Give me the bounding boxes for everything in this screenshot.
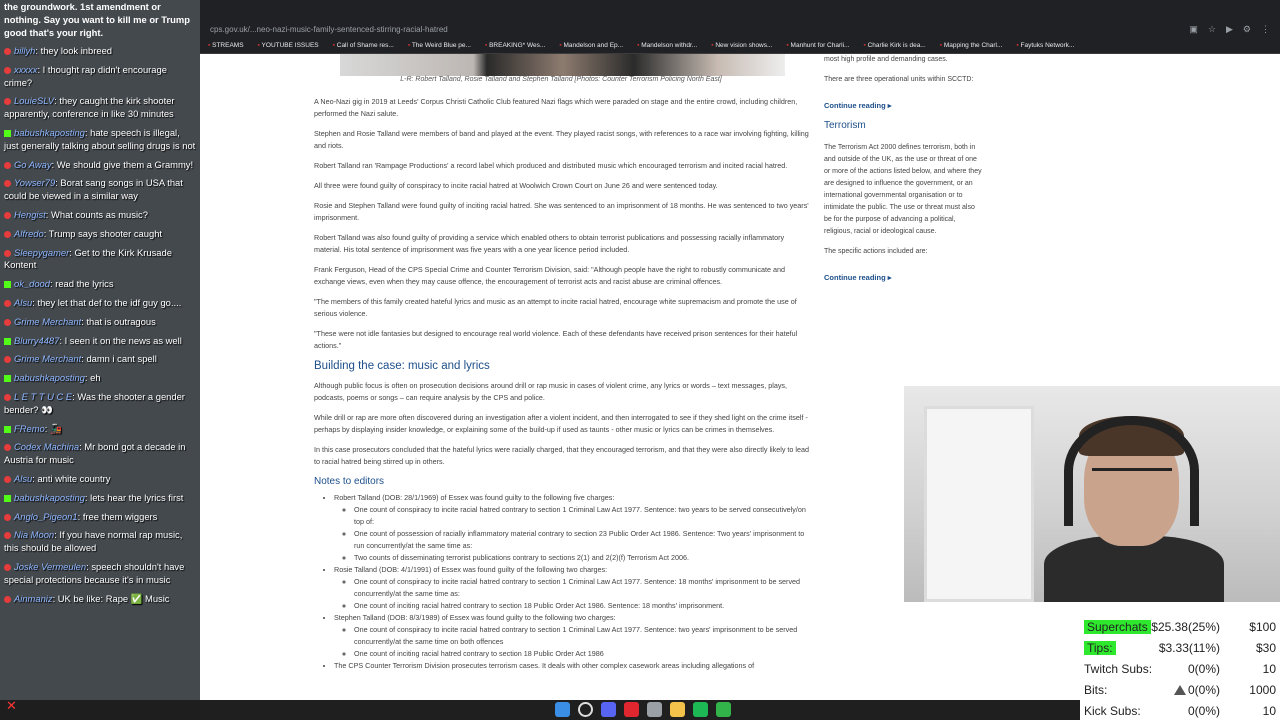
stat-amount-value: 0(0%): [1187, 662, 1220, 676]
webcam-feed: [904, 386, 1280, 602]
stat-goal: 10: [1262, 704, 1276, 718]
chat-text: speech shouldn't have special protections because it's in music: [4, 560, 185, 585]
bookmark-item[interactable]: ▪ Manhunt for Charli...: [786, 42, 849, 49]
chat-username[interactable]: Hengist: [14, 208, 46, 220]
youtube-icon: [4, 532, 11, 539]
stat-goal: $30: [1255, 641, 1276, 655]
chat-message: Go Away: We should give them a Grammy!: [4, 159, 196, 172]
windows-start-icon[interactable]: [555, 702, 570, 717]
article-paragraph: Robert Talland ran 'Rampage Productions' a record label which produced and distributed music which encouraged terrorism and incited racial hatred.: [314, 161, 788, 170]
chat-message: Yowser79: Borat sang songs in USA that could be viewed in a similar way: [4, 177, 183, 202]
chat-message: Grime Merchant: that is outragous: [4, 316, 196, 329]
chat-message: billyh: they look inbreed: [4, 45, 196, 58]
note-subitem: ◦ One count of inciting racial hatred contrary to section 18 Public Order Act 1986. Sentence: 18 months' imprisonment.: [354, 600, 810, 612]
youtube-icon: [4, 564, 11, 571]
chat-text: they look inbreed: [40, 45, 112, 56]
sidebar-heading-terrorism[interactable]: Terrorism: [824, 120, 866, 131]
chat-text: free them wiggers: [82, 510, 158, 522]
stat-amount-value: 0(0%): [1187, 683, 1220, 697]
note-text: Robert Talland (DOB: 28/1/1969) of Essex was found guilty to the following five charges:: [334, 493, 615, 502]
bookmark-item[interactable]: ▪ Mapping the Charl...: [940, 42, 1003, 49]
address-bar[interactable]: cps.gov.uk/...neo-nazi-music-family-sentenced-stirring-racial-hatred: [210, 25, 448, 34]
chat-username[interactable]: Alsu: [14, 296, 33, 308]
chat-message: Alsu: they let that def to the idf guy go....: [4, 297, 196, 310]
bookmark-item[interactable]: ▪ The Weird Blue pe...: [408, 42, 471, 49]
youtube-icon: [4, 514, 11, 521]
chat-text: What counts as music?: [51, 208, 148, 220]
chat-username[interactable]: Anglo_Pigeon1: [14, 510, 78, 522]
sidebar-terrorism-text: The Terrorism Act 2000 defines terrorism, both in and outside of the UK, as the use or threat of one or more of the actions listed below, and where they are designed to influence the government, or an international governmental organisation or to intimidate the public. The use or threat must also be for the purpose of advancing a political, religious, racial or ideological cause.: [824, 144, 982, 235]
chat-username[interactable]: babushkaposting: [14, 372, 85, 384]
chat-message: Alsu: anti white country: [4, 473, 196, 486]
chat-username[interactable]: Sleepygamer: [14, 246, 70, 258]
chat-message: babushkaposting: lets hear the lyrics first: [4, 492, 196, 505]
chat-message: LouieSLV: they caught the kirk shooter apparently, conference in like 30 minutes: [4, 95, 175, 120]
chat-username[interactable]: Ainmaniz: [14, 592, 53, 604]
chat-username[interactable]: babushkaposting: [14, 491, 85, 503]
bookmark-item[interactable]: ▪ Mandelson withdr...: [637, 42, 697, 49]
bookmark-item[interactable]: ▪ New vision shows...: [711, 42, 772, 49]
bookmark-item[interactable]: ▪ YOUTUBE ISSUES: [258, 42, 319, 49]
chat-username[interactable]: Blurry4487: [14, 334, 60, 346]
note-subitem: ◦ One count of conspiracy to incite racial hatred contrary to section 1 Criminal Law Act 1977. Sentence: two years to be served consecutively/on top of:: [354, 504, 810, 528]
chat-username[interactable]: LouieSLV: [14, 95, 55, 107]
article-paragraph: A Neo-Nazi gig in 2019 at Leeds' Corpus Christi Catholic Club featured Nazi flags which were paraded on stage and the entire crowd, including children, performed the Nazi salute.: [314, 97, 798, 118]
youtube-icon: [4, 231, 11, 238]
stat-row: [1084, 660, 1276, 680]
headphones: [1064, 416, 1199, 526]
chat-text: read the lyrics: [55, 278, 114, 290]
chat-text: hate speech is illegal, just generally talking about selling drugs is not: [4, 126, 196, 151]
chat-text: that is outragous: [86, 315, 156, 327]
chat-username[interactable]: FRemo: [14, 422, 45, 434]
extension-icon[interactable]: ▣: [1189, 24, 1198, 34]
chat-text: UK be like: Rape ✅ Music: [57, 592, 170, 604]
chat-text: they let that def to the idf guy go....: [37, 296, 182, 308]
section-heading-case: Building the case: music and lyrics: [314, 360, 490, 372]
chat-username[interactable]: Go Away: [14, 158, 52, 170]
chat-username[interactable]: Alsu: [14, 472, 33, 484]
chat-message: ok_dood: read the lyrics: [4, 278, 196, 291]
chat-text: anti white country: [37, 472, 111, 484]
continue-reading-link[interactable]: Continue reading ▸: [824, 101, 892, 110]
note-subitem: ◦ One count of inciting racial hatred contrary to section 18 Public Order Act 1986: [354, 648, 810, 660]
youtube-icon: [4, 394, 11, 401]
kick-icon: [4, 281, 11, 288]
caret-right-icon: ▸: [887, 273, 892, 282]
chat-message: Joske Vermeulen: speech shouldn't have special protections because it's in music: [4, 560, 185, 585]
chat-text: damn i cant spell: [86, 353, 157, 365]
note-subitem: ◦ One count of conspiracy to incite racial hatred contrary to section 1 Criminal Law Act 1977. Sentence: two years' imprisonment to be served concurrently/at the same time on both offences: [354, 624, 810, 648]
xbox-icon[interactable]: [716, 702, 731, 717]
stat-amount-value: $25.38(25%): [1151, 620, 1220, 634]
chat-message: xxxxx: I thought rap didn't encourage crime?: [4, 63, 167, 88]
spotify-icon[interactable]: [693, 702, 708, 717]
chat-text: eh: [90, 372, 101, 384]
chat-message: Hengist: What counts as music?: [4, 209, 196, 222]
bookmark-item[interactable]: ▪ Call of Shame res...: [333, 42, 394, 49]
chat-text: Borat sang songs in USA that could be viewed in a similar way: [4, 177, 183, 202]
article-paragraph: Rosie and Stephen Talland were found guilty of inciting racial hatred. She was sentenced to an imprisonment of 18 months. He was sentenced to two years' imprisonment.: [314, 201, 809, 222]
note-subitem: ◦ Two counts of disseminating terrorist publications contrary to sections 2(1) and 2(2)(f) Terrorism Act 2006.: [354, 552, 810, 564]
live-chat-overlay: [0, 0, 200, 700]
youtube-icon: [4, 162, 11, 169]
kick-icon: [4, 426, 11, 433]
chat-text: lets hear the lyrics first: [90, 491, 184, 503]
article-paragraph: Stephen and Rosie Talland were members of band and played at the event. They played racist songs, with references to a race war involving fighting, killing and riots.: [314, 129, 809, 150]
article-paragraph: Frank Ferguson, Head of the CPS Special Crime and Counter Terrorism Division, said: "Although people have the right to robustly communicate and exchange views, even when they may cause offence, the encouragement of terrorist acts and racist abuse are criminal offences.: [314, 265, 786, 286]
article-paragraph: All three were found guilty of conspiracy to incite racial hatred at Woolwich Crown Court on June 26 and were sentenced today.: [314, 181, 718, 190]
chat-text: they caught the kirk shooter apparently, conference in like 30 minutes: [4, 95, 175, 120]
sidebar-actions-text: The specific actions included are:: [824, 248, 928, 255]
youtube-icon: [4, 98, 11, 105]
bookmark-item[interactable]: ▪ Mandelson and Ep...: [559, 42, 623, 49]
stat-amount: [1148, 704, 1220, 718]
stat-goal: $100: [1249, 620, 1276, 634]
note-text: Stephen Talland (DOB: 8/3/1989) of Essex was found guilty to the following two charges:: [334, 613, 616, 622]
chat-username[interactable]: Codex Machina: [14, 441, 80, 453]
stat-row: [1084, 681, 1276, 701]
chat-username[interactable]: babushkaposting: [14, 126, 85, 138]
search-icon[interactable]: [578, 702, 593, 717]
background-window: [924, 406, 1034, 602]
chat-username[interactable]: Grime Merchant: [14, 315, 82, 327]
chat-username[interactable]: ok_dood: [14, 278, 50, 290]
case-paragraph: While drill or rap are more often discovered during an investigation after a violent incident, and then interrogated to see if they shed light on the crime itself - perhaps by displaying insider knowledge, or explaining some of the build-up if used as taunts - other music or lyrics can be crimes in themselves.: [314, 413, 808, 434]
note-item: [334, 612, 810, 660]
browser-action-icons: [1189, 24, 1270, 35]
notes-list: [314, 492, 810, 660]
stat-amount: [1148, 662, 1220, 676]
stat-label: Superchats: [1084, 620, 1151, 634]
close-icon[interactable]: ✕: [6, 698, 17, 713]
kick-icon: [4, 495, 11, 502]
sidebar: [824, 54, 982, 292]
note-text: Rosie Talland (DOB: 4/1/1991) of Essex was found guilty of the following two charges:: [334, 565, 608, 574]
stat-label: Bits:: [1084, 683, 1108, 697]
stat-amount: [1148, 683, 1220, 697]
continue-reading-link-2[interactable]: Continue reading ▸: [824, 273, 892, 282]
chat-username[interactable]: billyh: [14, 45, 36, 56]
section-heading-notes: Notes to editors: [314, 476, 385, 487]
bookmarks-bar: [200, 38, 1280, 54]
note-subitem: ◦ One count of possession of racially inflammatory material contrary to section 23 Public Order Act 1986. Sentence: Two years' imprisonment to run concurrently/at the same time as:: [354, 528, 810, 552]
youtube-icon: [4, 250, 11, 257]
chat-text: We should give them a Grammy!: [56, 158, 194, 170]
menu-icon[interactable]: ⋮: [1261, 24, 1270, 34]
chat-text: If you have normal rap music, this should be allowed: [4, 529, 183, 554]
article-paragraph: "These were not idle fantasies but designed to encourage real world violence. Each of these defendants have received prison sentences for their hateful actions.": [314, 329, 798, 350]
chat-message: Nia Moon: If you have normal rap music, this should be allowed: [4, 529, 183, 554]
last-line: • The CPS Counter Terrorism Division prosecutes terrorism cases. It deals with other complex casework areas including allegations of: [334, 660, 810, 672]
chat-username[interactable]: Grime Merchant: [14, 353, 82, 365]
bookmark-item[interactable]: ▪ Charlie Kirk is dea...: [863, 42, 925, 49]
bookmark-item[interactable]: ▪ STREAMS: [208, 42, 244, 49]
chat-message: L E T T U C E: Was the shooter a gender bender? 👀: [4, 390, 185, 415]
chat-text: Was the shooter a gender bender? 👀: [4, 390, 185, 415]
stat-goal: 10: [1262, 662, 1276, 676]
youtube-icon: [4, 67, 11, 74]
folder-icon[interactable]: [670, 702, 685, 717]
chat-text: I seen it on the news as well: [64, 334, 182, 346]
youtube-icon: [4, 300, 11, 307]
chat-text: Mr bond got a decade in Austria for music: [4, 441, 186, 466]
kick-icon: [4, 338, 11, 345]
discord-icon[interactable]: [601, 702, 616, 717]
chat-username[interactable]: Joske Vermeulen: [14, 560, 87, 572]
chat-text: I thought rap didn't encourage crime?: [4, 63, 167, 88]
chat-username[interactable]: xxxxx: [14, 63, 38, 75]
sidebar-top-text: most high profile and demanding cases.: [824, 56, 948, 63]
youtube-icon: [4, 476, 11, 483]
chat-message: Alfredo: Trump says shooter caught: [4, 228, 196, 241]
warning-icon: [1174, 685, 1186, 695]
chat-message: babushkaposting: hate speech is illegal, just generally talking about selling drugs is not: [4, 126, 196, 151]
youtube-icon: [4, 356, 11, 363]
stat-label: Twitch Subs:: [1084, 662, 1153, 676]
chat-username[interactable]: Nia Moon: [14, 529, 55, 541]
note-item: [334, 564, 810, 612]
case-paragraph: Although public focus is often on prosecution decisions around drill or rap music in cases of violent crime, any lyrics or words – text messages, plays, podcasts, poems or songs – can require analysis by the CPS and police.: [314, 381, 787, 402]
chat-first-line: the groundwork. 1st amendment or nothing. Say you want to kill me or Trump good that's your right.: [4, 1, 190, 38]
stat-amount-value: 0(0%): [1187, 704, 1220, 718]
chat-message: Anglo_Pigeon1: free them wiggers: [4, 511, 196, 524]
caret-right-icon: ▸: [887, 101, 892, 110]
article-paragraph: Robert Talland was also found guilty of providing a service which enabled others to obtain terrorist publications and possessing racially inflammatory material. His total sentence of imprisonment was five years with a one year licence period included.: [314, 233, 785, 254]
chrome-icon[interactable]: [647, 702, 662, 717]
chat-message: Ainmaniz: UK be like: Rape ✅ Music: [4, 593, 196, 606]
chat-message: Grime Merchant: damn i cant spell: [4, 353, 196, 366]
stat-amount: [1148, 620, 1220, 634]
stat-label: Tips:: [1084, 641, 1116, 655]
stat-row: [1084, 702, 1276, 720]
chat-text: Trump says shooter caught: [48, 227, 163, 239]
bookmark-item[interactable]: ▪ BREAKING* Wes...: [485, 42, 545, 49]
stat-row: [1084, 618, 1276, 638]
youtube-icon: [4, 48, 11, 55]
youtube-icon: [4, 319, 11, 326]
chat-message: babushkaposting: eh: [4, 372, 196, 385]
photo-caption: L-R: Robert Talland, Rosie Talland and Stephen Talland [Photos: Counter Terrorism Policing North East]: [400, 76, 722, 83]
kick-icon: [4, 130, 11, 137]
stat-amount: [1148, 641, 1220, 655]
youtube-icon: [4, 596, 11, 603]
youtube-icon: [4, 444, 11, 451]
bookmark-star-icon[interactable]: ☆: [1207, 24, 1216, 34]
stat-amount-value: $3.33(11%): [1158, 641, 1220, 655]
taskbar: [200, 700, 1080, 720]
chat-username[interactable]: Yowser79: [14, 177, 56, 189]
webpage: [200, 54, 1280, 700]
article-photo: [340, 54, 785, 76]
stat-label: Kick Subs:: [1084, 704, 1141, 718]
chat-message: Blurry4487: I seen it on the news as well: [4, 335, 196, 348]
youtube-icon: [4, 212, 11, 219]
article-paragraph: "The members of this family created hateful lyrics and music as an attempt to incite racial hatred, encourage white supremacism and promote the use of serious violence.: [314, 297, 797, 318]
youtube-icon: [4, 180, 11, 187]
chat-message: FRemo: 🚂: [4, 423, 196, 436]
chat-username[interactable]: L E T T U C E: [14, 390, 73, 402]
case-paragraph: In this case prosecutors concluded that the hateful lyrics were racially charged, that they encouraged terrorism, and that they were also directly likely to lead to racial hatred being stirred up in others.: [314, 445, 809, 466]
note-item: [334, 492, 810, 564]
stat-row: [1084, 639, 1276, 659]
stat-goal: 1000: [1249, 683, 1276, 697]
play-icon[interactable]: ▶: [1226, 24, 1233, 34]
chat-text: 🚂: [49, 422, 62, 434]
kick-icon: [4, 375, 11, 382]
bookmark-item[interactable]: ▪ Faytuks Network...: [1016, 42, 1074, 49]
settings-icon[interactable]: ⚙: [1242, 24, 1251, 34]
opera-icon[interactable]: [624, 702, 639, 717]
chat-text: Get to the Kirk Krusade Kontent: [4, 246, 172, 271]
chat-message: Sleepygamer: Get to the Kirk Krusade Kontent: [4, 246, 172, 271]
sidebar-units-text: There are three operational units within SCCTD:: [824, 76, 974, 83]
chat-message: Codex Machina: Mr bond got a decade in Austria for music: [4, 441, 186, 466]
article-body: [314, 96, 810, 672]
note-subitem: ◦ One count of conspiracy to incite racial hatred contrary to section 1 Criminal Law Act 1977. Sentence: 18 months' imprisonment to be served concurrently/at the same time as:: [354, 576, 810, 600]
donation-goals-panel: [1080, 616, 1280, 720]
chat-username[interactable]: Alfredo: [14, 227, 44, 239]
